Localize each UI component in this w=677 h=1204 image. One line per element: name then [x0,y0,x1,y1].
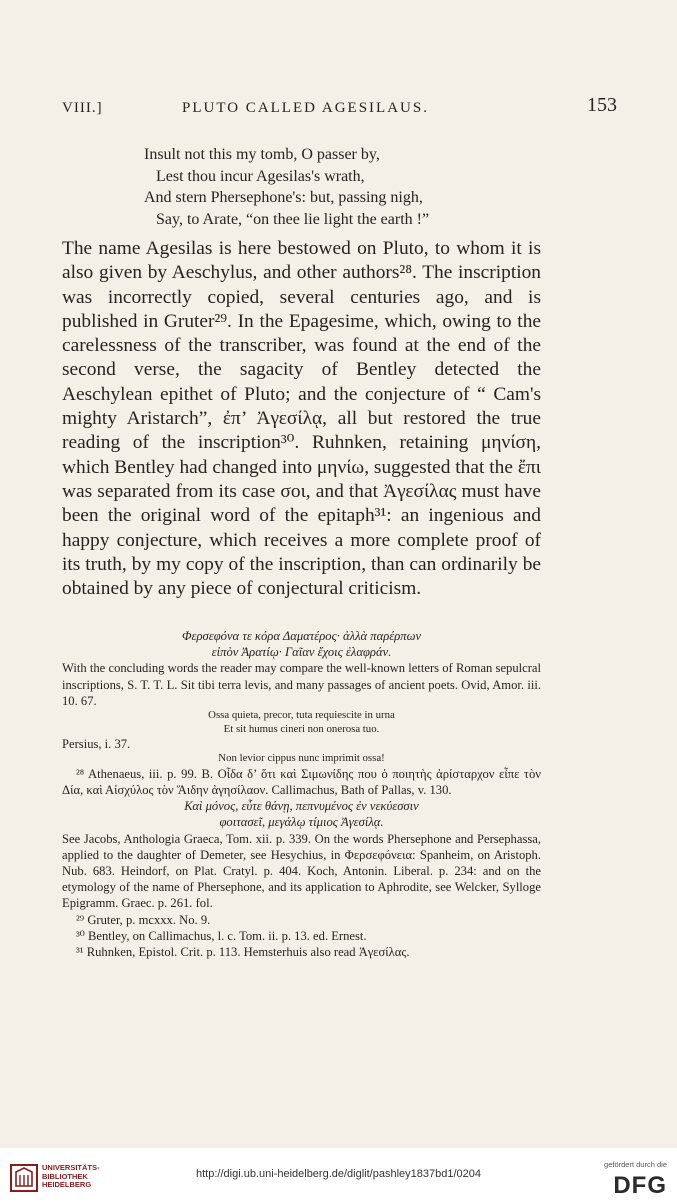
page-url-link[interactable]: http://digi.ub.uni-heidelberg.de/diglit/pashley1837bd1/0204 [196,1168,481,1180]
poem-line: Insult not this my tomb, O passer by, [144,146,380,163]
greek-quote: Καὶ μόνος, εὖτε θάνῃ, πεπνυμένος ἐν νεκύεσσιν [184,799,419,814]
note-paragraph: See Jacobs, Anthologia Graeca, Tom. xii. p. 339. On the words Phersephone and Persephassa, applied to the daughter of Demeter, see Hesychius, in Φερσεφόνεια: Spanheim, on Aristoph. Nub. 683. Heindorf, on Plat. Cratyl. p. 404. Koch, Antonin. Liberal. p. 234: and on the etymology of the name of Phersephone, and its application to Aphrodite, see Welcker, Sylloge Epigramm. Graec. p. 261. fol. [62,831,541,911]
footnote-28: ²⁸ Athenaeus, iii. p. 99. B. Οἶδα δ’ ὅτι καὶ Σιμωνίδης που ὁ ποιητὴς ἀρίσταρχον εἶπε τὸν Δία, καὶ Αἰσχύλος τὸν Ἅιδην ἀγησίλαον. Callimachus, Bath of Pallas, v. 130. [62,766,541,797]
library-name[interactable]: UNIVERSITÄTS- BIBLIOTHEK HEIDELBERG [42,1163,100,1189]
latin-quote: Non levior cippus nunc imprimit ossa! [218,752,385,765]
page-number: 153 [587,94,617,116]
chapter-number: VIII.] [62,100,103,116]
body-paragraph: The name Agesilas is here bestowed on Pluto, to whom it is also given by Aeschylus, and other authors²⁸. The inscription was incorrectly copied, several centuries ago, and is published in Gruter²⁹. In the Epagesime, which, owing to the carelessness of the transcriber, was found at the end of the second verse, the sagacity of Bentley detected the Aeschylean epithet of Pluto; and the conjecture of “ Cam's mighty Aristarch”, ἐπ’ Ἀγεσίλᾳ, all but restored the true reading of the inscription³⁰. Ruhnken, retaining μηνίση, which Bentley had changed into μηνίω, suggested that the ἔπι was separated from its case σοι, and that Ἀγεσίλας must have been the original word of the epitaph³¹: an ingenious and happy conjecture, which receives a more complete proof of its truth, by my copy of the inscription, than can ordinarily be obtained by any piece of conjectural criticism. [62,238,541,600]
note-paragraph: With the concluding words the reader may compare the well-known letters of Roman sepulcral inscriptions, S. T. T. L. Sit tibi terra levis, and many passages of ancient poets. Ovid, Amor. iii. 10. 67. [62,661,541,708]
greek-quote: εἰπὸν Ἀρατίῳ· Γαῖαν ἔχοις ἐλαφράν. [211,645,392,660]
note-citation: Persius, i. 37. [62,737,131,752]
body-text [62,237,541,601]
dfg-logo[interactable]: DFG [613,1172,667,1199]
latin-quote: Et sit humus cineri non onerosa tuo. [223,722,380,735]
greek-quote: Φερσεφόνα τε κόρα Δαματέρος· ἀλλὰ παρέρπων [181,629,422,643]
poem-line: And stern Phersephone's: but, passing nigh, [144,189,423,206]
footnote-29: ²⁹ Gruter, p. mcxxx. No. 9. [76,912,211,927]
running-title: PLUTO CALLED AGESILAUS. [182,100,429,116]
footnote-31: ³¹ Ruhnken, Epistol. Crit. p. 113. Hemsterhuis also read Ἀγεσίλας. [76,944,410,959]
running-header [62,94,617,124]
footnote-30: ³⁰ Bentley, on Callimachus, l. c. Tom. ii. p. 13. ed. Ernest. [76,928,367,943]
greek-quote: φοιτασεῖ, μεγάλῳ τίμιος Ἀγεσίλᾳ. [219,815,384,830]
latin-quote: Ossa quieta, precor, tuta requiescite in urna [208,709,395,722]
poem-line: Lest thou incur Agesilas's wrath, [156,167,365,185]
footnotes [62,628,541,960]
viewer-footer [0,1148,677,1204]
poem-block [0,144,677,230]
poem-line: Say, to Arate, “on thee lie light the earth !” [156,210,430,228]
funding-caption: gefördert durch die [604,1160,667,1169]
